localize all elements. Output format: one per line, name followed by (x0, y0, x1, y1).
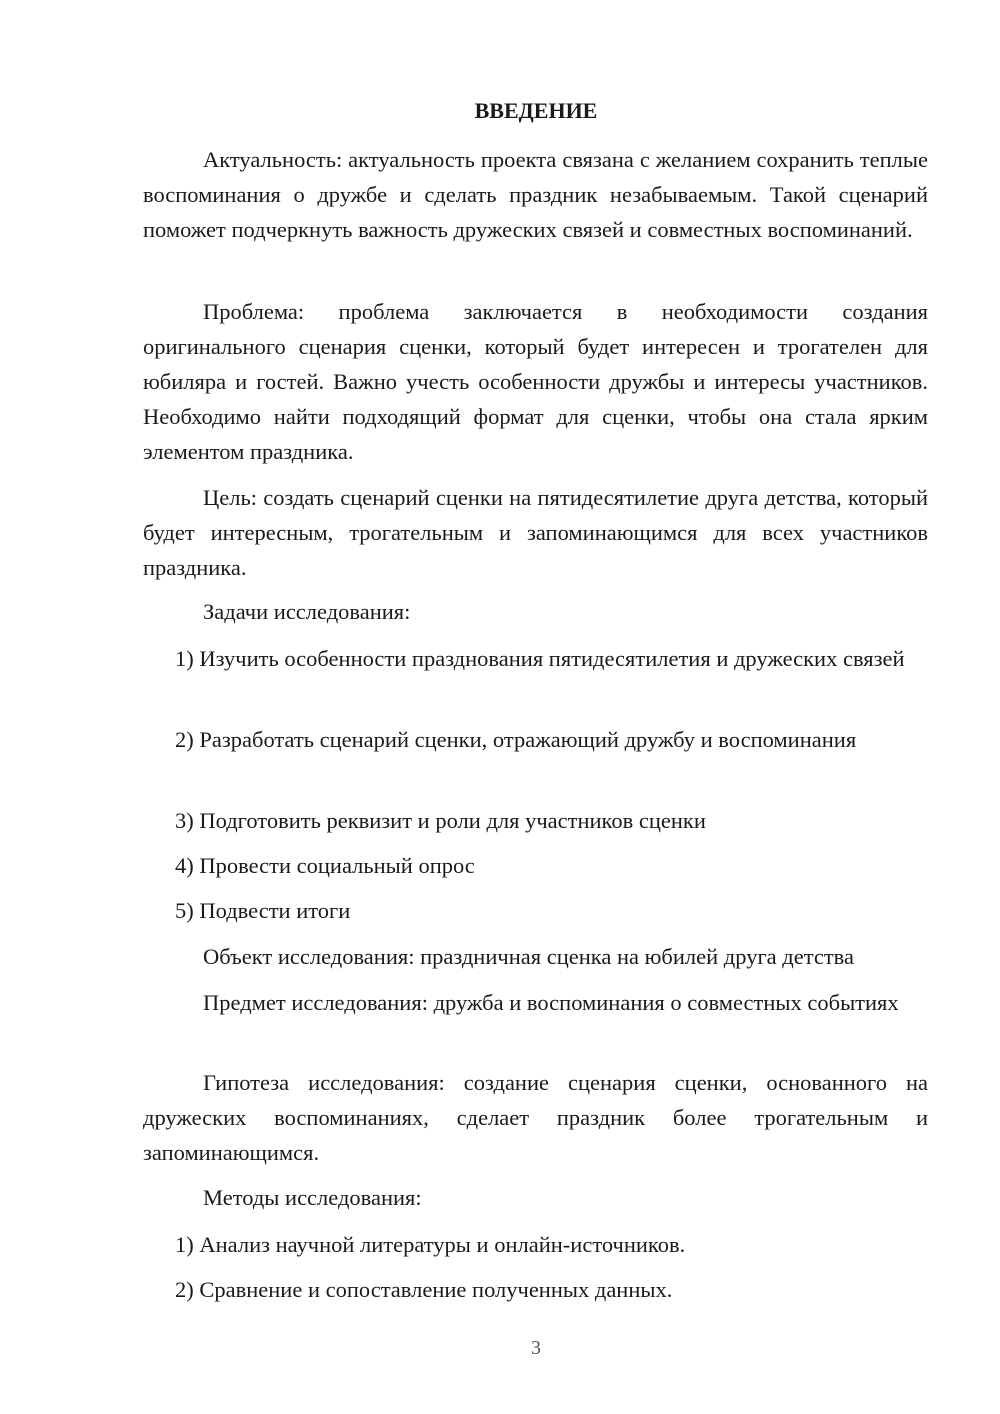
goal-paragraph: Цель: создать сценарий сценки на пятидесятилетие друга детства, который будет интересным, трогательным и запоминающимся для всех участников праздника. (143, 485, 928, 580)
task-item: 2) Разработать сценарий сценки, отражающий дружбу и воспоминания (175, 727, 857, 752)
method-item: 2) Сравнение и сопоставление полученных данных. (175, 1277, 673, 1302)
method-item: 1) Анализ научной литературы и онлайн-источников. (175, 1232, 686, 1257)
task-item: 1) Изучить особенности празднования пятидесятилетия и дружеских связей (175, 646, 905, 671)
problem-paragraph: Проблема: проблема заключается в необходимости создания оригинального сценария сценки, который будет интересен и трогателен для юбиляра и гостей. Важно учесть особенности дружбы и интересы участников. Необходимо найти подходящий формат для сценки, чтобы она стала ярким элементом праздника. (143, 299, 928, 464)
object-paragraph: Объект исследования: праздничная сценка на юбилей друга детства (203, 944, 854, 969)
subject-paragraph: Предмет исследования: дружба и воспоминания о совместных событиях (203, 990, 899, 1015)
task-item: 3) Подготовить реквизит и роли для участников сценки (175, 808, 706, 833)
methods-title: Методы исследования: (203, 1185, 422, 1210)
hypothesis-paragraph: Гипотеза исследования: создание сценария сценки, основанного на дружеских воспоминаниях, сделает праздник более трогательным и запоминающимся. (143, 1070, 928, 1165)
page-number: 3 (531, 1337, 541, 1359)
relevance-paragraph: Актуальность: актуальность проекта связана с желанием сохранить теплые воспоминания о дружбе и сделать праздник незабываемым. Такой сценарий поможет подчеркнуть важность дружеских связей и совместных воспоминаний. (143, 147, 928, 242)
task-item: 5) Подвести итоги (175, 898, 351, 923)
task-item: 4) Провести социальный опрос (175, 853, 475, 878)
section-heading: ВВЕДЕНИЕ (474, 98, 598, 123)
tasks-title: Задачи исследования: (203, 599, 411, 624)
